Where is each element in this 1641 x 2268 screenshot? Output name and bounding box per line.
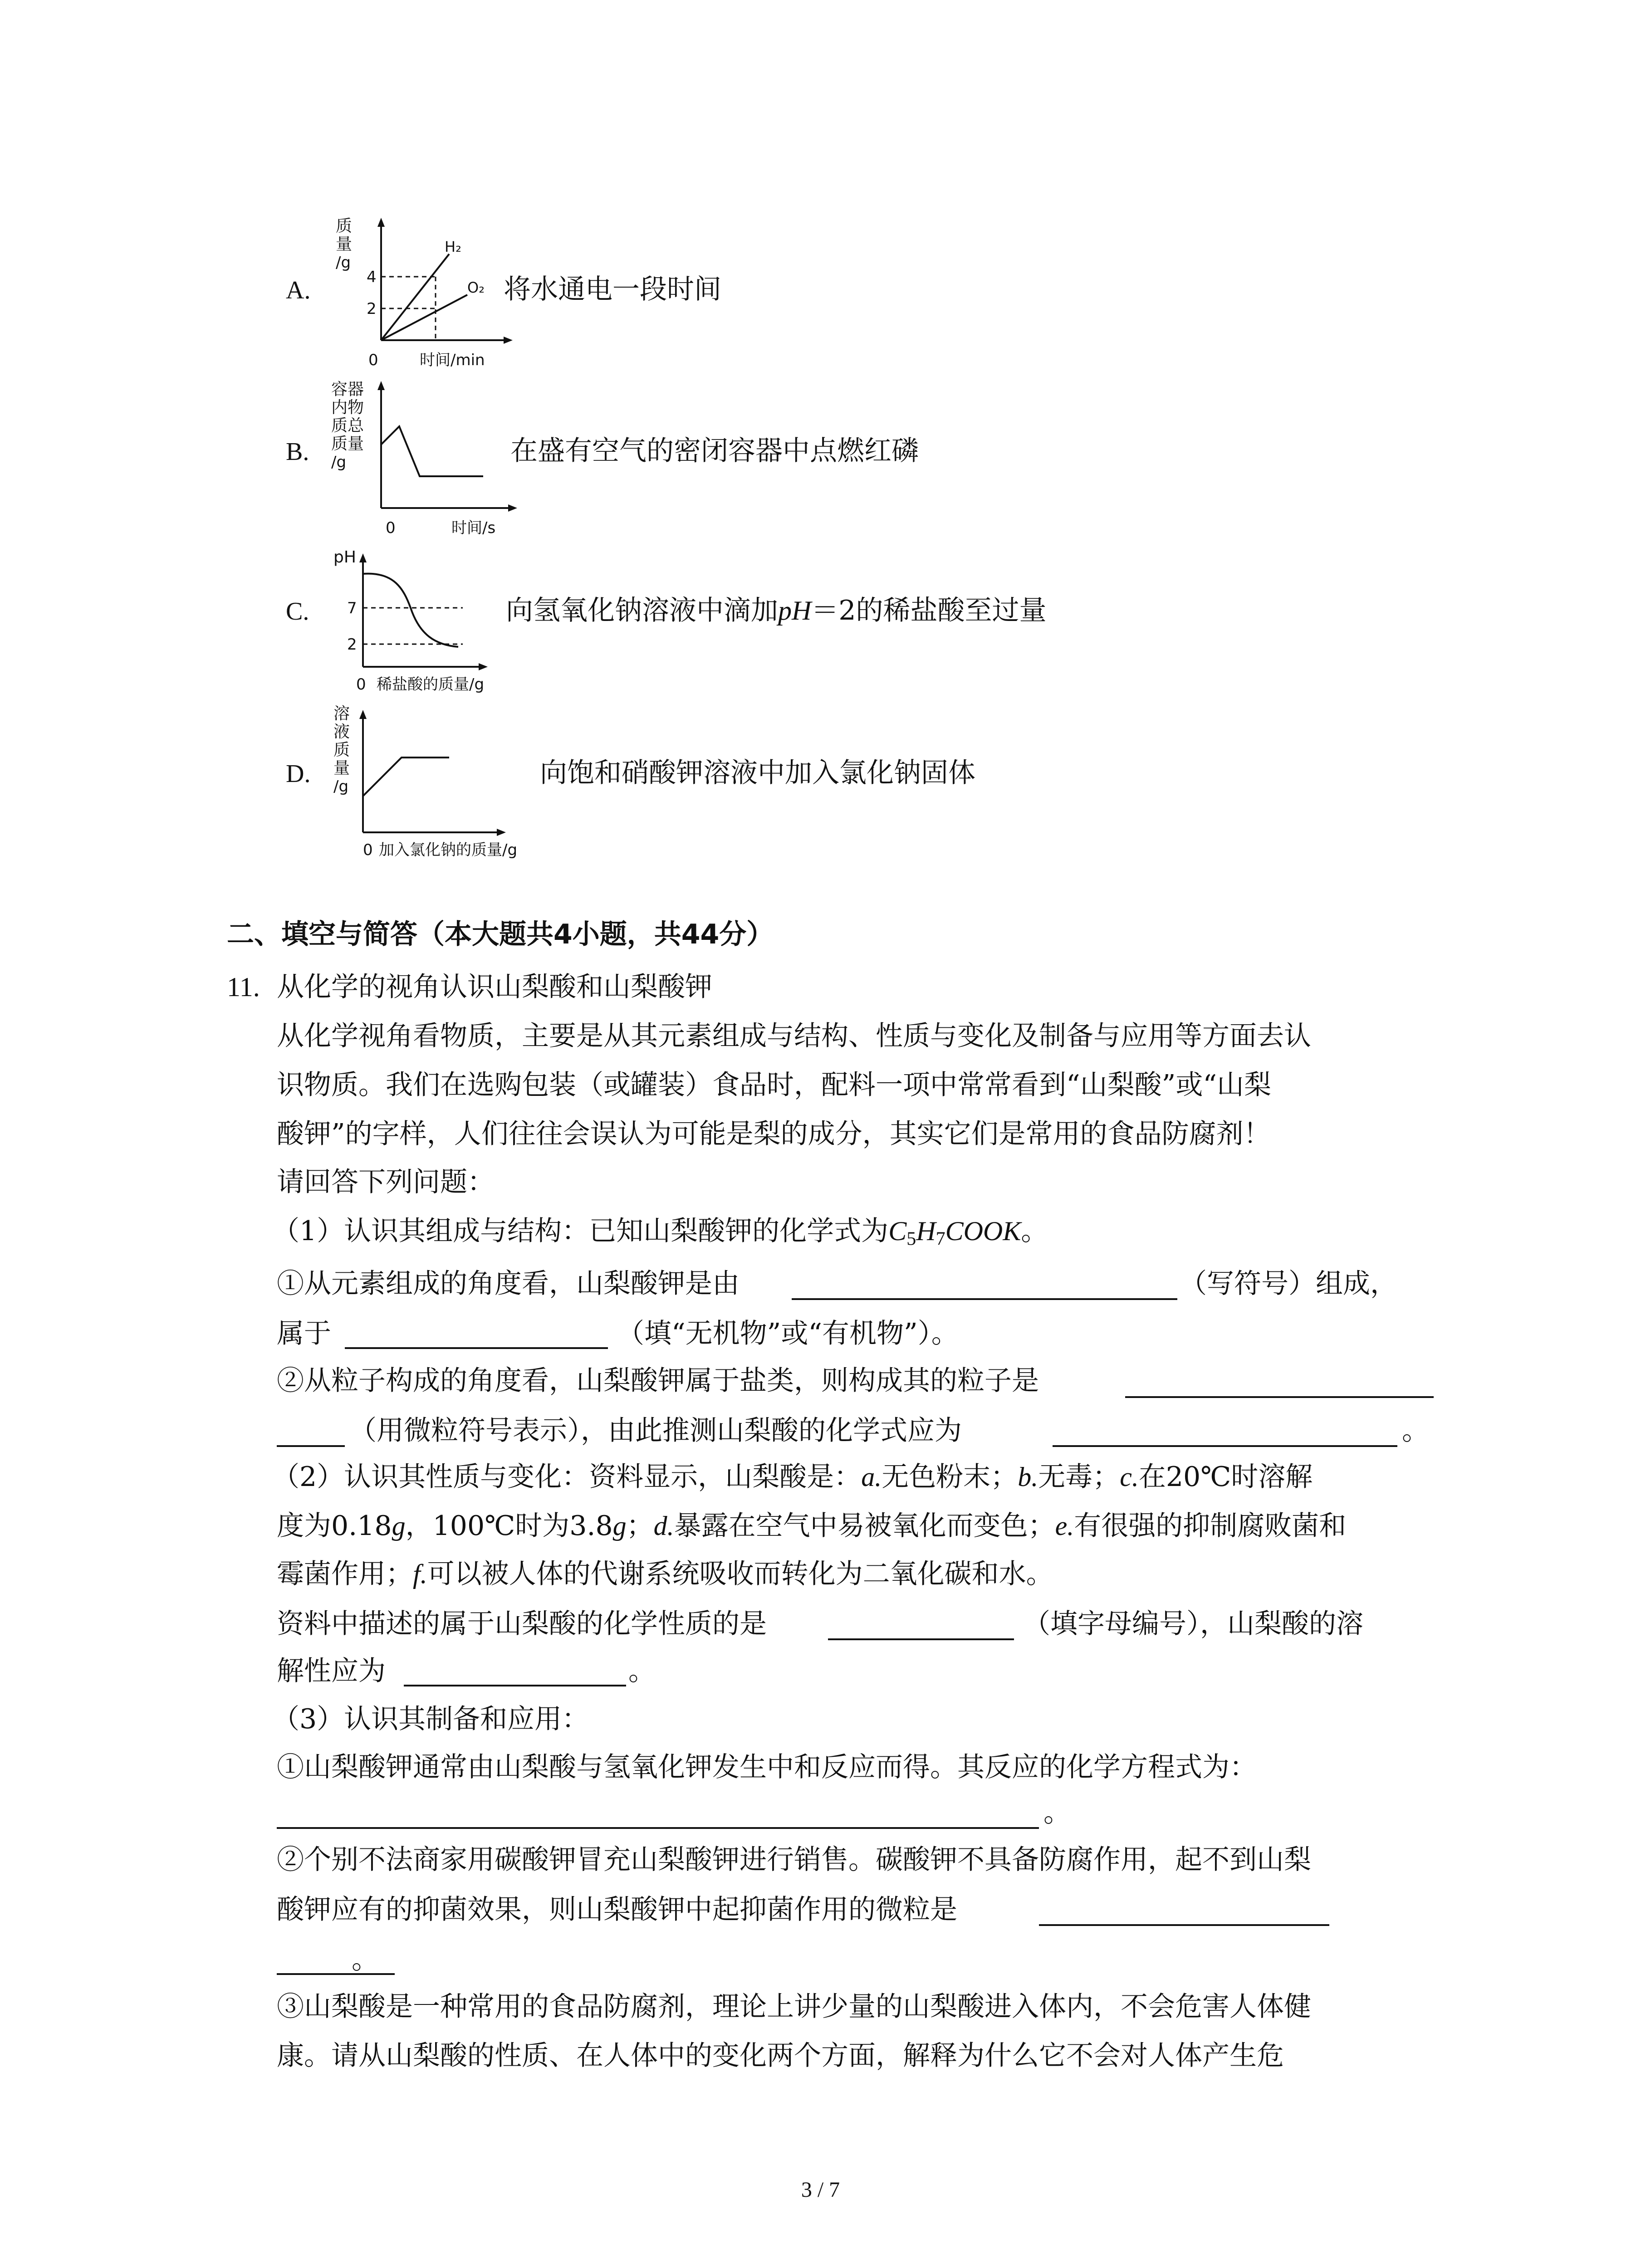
q11-2-question-a: 资料中描述的属于山梨酸的化学性质的是 — [277, 1608, 767, 1640]
graph-a-tick-2: 2 — [367, 300, 377, 318]
graph-a-tick-4: 4 — [367, 268, 377, 286]
graph-a-origin: 0 — [368, 351, 378, 369]
q11-3-2-line2: 酸钾应有的抑菌效果，则山梨酸钾中起抑菌作用的微粒是 — [277, 1894, 957, 1926]
graph-c-tick-2: 2 — [347, 635, 357, 654]
section-title: 二、填空与简答（本大题共4小题，共44分） — [227, 919, 774, 950]
formula-c5h7cook: $C_5H_7COOK$ — [888, 1216, 1021, 1250]
graph-b — [318, 372, 508, 544]
q11-3-2-line1: ②个别不法商家用碳酸钾冒充山梨酸钾进行销售。碳酸钾不具备防腐作用，起不到山梨 — [277, 1844, 1311, 1876]
q11-intro-3: 酸钾”的字样，人们往往会误认为可能是梨的成分，其实它们是常用的食品防腐剂！ — [277, 1118, 1271, 1150]
graph-b-origin: 0 — [386, 519, 396, 537]
q11-3-2-end: 。 — [352, 1944, 379, 1975]
graph-a-h2-line — [381, 254, 449, 340]
q11-1-1-text-a: ①从元素组成的角度看，山梨酸钾是由 — [277, 1268, 740, 1300]
option-b-desc: 在盛有空气的密闭容器中点燃红磷 — [510, 435, 919, 467]
q11-1-1-text-c: 属于 — [277, 1318, 331, 1349]
q11-1-2-text-b: （用微粒符号表示），由此推测山梨酸的化学式应为 — [349, 1415, 962, 1447]
q11-part1: （1）认识其组成与结构：已知山梨酸钾的化学式为$C_5H_7COOK$。 — [272, 1215, 1048, 1250]
option-a-letter: A. — [286, 276, 311, 304]
q11-2-question-b: （填字母编号），山梨酸的溶 — [1023, 1608, 1363, 1640]
q11-3-3-line2: 康。请从山梨酸的性质、在人体中的变化两个方面，解释为什么它不会对人体产生危 — [277, 2040, 1284, 2072]
q11-1-1-text-b: （写符号）组成， — [1180, 1268, 1397, 1300]
blank-element-symbols[interactable] — [792, 1298, 1177, 1300]
q11-part3: （3）认识其制备和应用： — [272, 1703, 589, 1735]
graph-b-ylabel-3: 质总 — [331, 416, 364, 435]
graph-b-curve — [381, 426, 483, 476]
graph-d — [327, 701, 544, 873]
graph-b-ylabel-4: 质量 — [331, 435, 364, 453]
graph-c-ylabel: pH — [333, 548, 356, 567]
graph-b-ylabel-5: /g — [331, 453, 347, 471]
q11-1-1-text-d: （填“无机物”或“有机物”）。 — [617, 1318, 959, 1349]
graph-a-ylabel-1: 质 — [336, 217, 353, 235]
option-c-letter: C. — [286, 597, 309, 626]
graph-c-curve — [363, 574, 458, 647]
graph-d-xlabel: 加入氯化钠的质量/g — [379, 841, 518, 859]
graph-b-ylabel-2: 内物 — [331, 398, 364, 417]
graph-d-ylabel-1: 溶 — [333, 704, 350, 723]
q11-1-2-text-c: 。 — [1402, 1415, 1429, 1447]
q11-3-1-end: 。 — [1043, 1797, 1071, 1828]
option-b-letter: B. — [286, 438, 309, 466]
ph-formula: pH — [778, 596, 812, 626]
graph-b-xlabel: 时间/s — [451, 519, 496, 537]
q11-intro-2: 识物质。我们在选购包装（或罐装）食品时，配料一项中常常看到“山梨酸”或“山梨 — [277, 1069, 1272, 1101]
blank-chemical-property[interactable] — [828, 1638, 1014, 1640]
q11-number: 11. — [227, 972, 260, 1002]
q11-part2-line3: 霉菌作用；f.可以被人体的代谢系统吸收而转化为二氧化碳和水。 — [277, 1558, 1053, 1590]
graph-c — [327, 540, 517, 703]
graph-a — [318, 209, 508, 381]
graph-d-ylabel-5: /g — [333, 777, 349, 796]
graph-a-o2-line — [381, 295, 467, 340]
blank-sorbic-acid-formula[interactable] — [1053, 1445, 1397, 1447]
q11-intro-1: 从化学视角看物质，主要是从其元素组成与结构、性质与变化及制备与应用等方面去认 — [277, 1020, 1311, 1052]
option-a-desc: 将水通电一段时间 — [504, 274, 721, 305]
q11-1-2-text-a: ②从粒子构成的角度看，山梨酸钾属于盐类，则构成其的粒子是 — [277, 1365, 1039, 1397]
q11-2-question-d: 。 — [628, 1655, 656, 1687]
graph-a-h2-label: H₂ — [445, 238, 461, 255]
graph-d-ylabel-4: 量 — [333, 759, 350, 777]
q11-3-3-line1: ③山梨酸是一种常用的食品防腐剂，理论上讲少量的山梨酸进入体内，不会危害人体健 — [277, 1991, 1311, 2023]
blank-particles-part1[interactable] — [1125, 1396, 1434, 1398]
graph-c-origin: 0 — [356, 675, 366, 694]
graph-b-ylabel-1: 容器 — [331, 380, 364, 399]
blank-antibacterial-particle-1[interactable] — [1039, 1924, 1329, 1926]
graph-a-o2-label: O₂ — [467, 279, 485, 296]
page-number: 3 / 7 — [801, 2178, 840, 2202]
blank-particles-part2[interactable] — [277, 1445, 345, 1447]
option-d-desc: 向饱和硝酸钾溶液中加入氯化钠固体 — [540, 757, 975, 789]
q11-2-question-c: 解性应为 — [277, 1655, 386, 1687]
graph-d-curve — [363, 758, 449, 796]
graph-d-ylabel-2: 液 — [333, 723, 350, 741]
graph-a-ylabel-3: /g — [336, 254, 351, 272]
graph-d-origin: 0 — [363, 841, 373, 859]
graph-c-tick-7: 7 — [347, 599, 357, 617]
graph-a-xlabel: 时间/min — [420, 351, 485, 369]
option-c-desc: 向氢氧化钠溶液中滴加pH＝2的稀盐酸至过量 — [506, 595, 1047, 626]
q11-part2-line2: 度为0.18g，100℃时为3.8g；d.暴露在空气中易被氧化而变色；e.有很强的抑制腐败菌和 — [277, 1510, 1347, 1542]
graph-c-xlabel: 稀盐酸的质量/g — [377, 675, 485, 694]
option-d-letter: D. — [286, 760, 311, 788]
q11-3-1: ①山梨酸钾通常由山梨酸与氢氧化钾发生中和反应而得。其反应的化学方程式为： — [277, 1751, 1257, 1783]
q11-title: 从化学的视角认识山梨酸和山梨酸钾 — [277, 971, 712, 1003]
blank-solubility[interactable] — [404, 1685, 626, 1686]
graph-a-ylabel-2: 量 — [336, 235, 353, 254]
q11-intro-4: 请回答下列问题： — [277, 1166, 495, 1198]
blank-substance-type[interactable] — [345, 1347, 608, 1349]
graph-d-ylabel-3: 质 — [333, 741, 350, 759]
blank-chemical-equation[interactable] — [277, 1827, 1039, 1829]
q11-part2-line1: （2）认识其性质与变化：资料显示，山梨酸是：a.无色粉末；b.无毒；c.在20℃时溶解 — [272, 1461, 1313, 1493]
